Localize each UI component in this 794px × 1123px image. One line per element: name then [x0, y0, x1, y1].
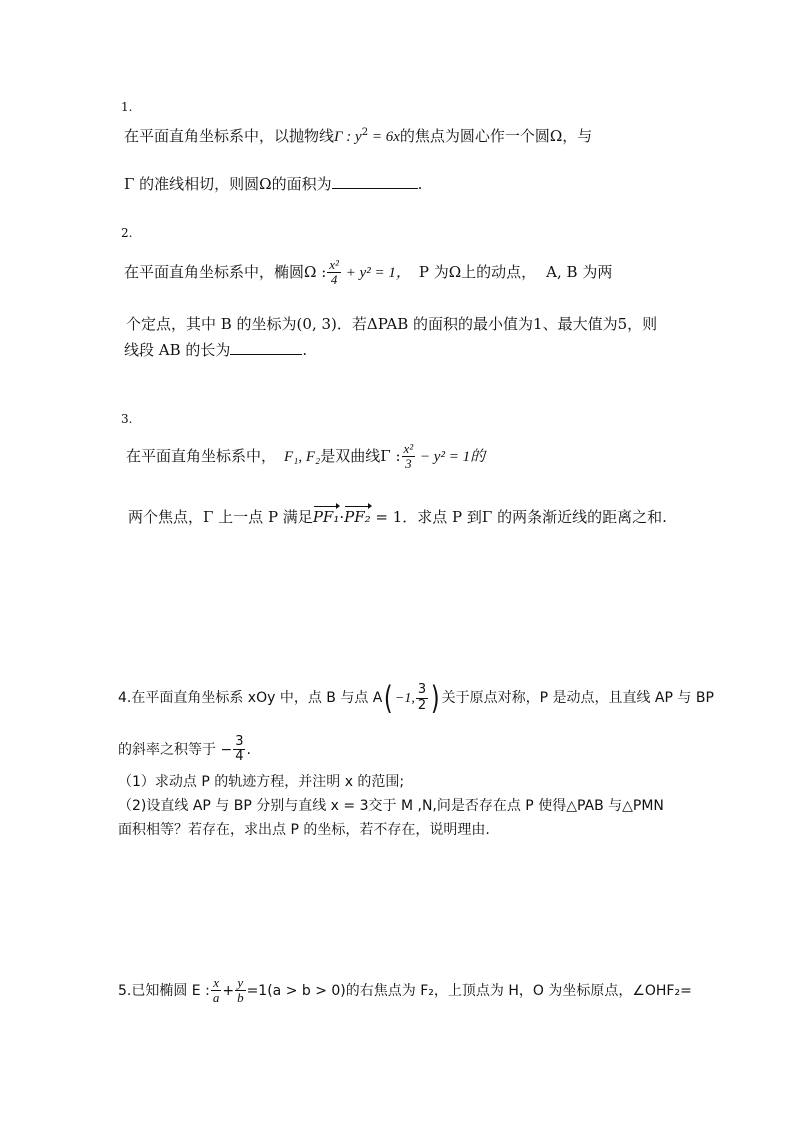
q2-line-3: [124, 340, 307, 358]
q2-period: .: [302, 341, 308, 359]
q1-line-2: [124, 174, 422, 192]
q4-line-2: [118, 735, 251, 765]
q3-frac-den: 3: [405, 456, 412, 472]
q4-paren-left: (: [384, 679, 394, 717]
q5-line-1: 5.已知椭圆 E : $\frac{x}{a}$ + $\frac{y}{b}$ =1(a > b > 0)的右焦点为 F₂，上顶点为 H，O 为坐标原点，∠OHF₂=: [118, 975, 692, 1006]
q2-fraction: [327, 258, 341, 288]
q3-math: F₁, F₂: [284, 448, 321, 465]
q5-text-a: 5.已知椭圆 E :: [118, 982, 210, 999]
q5-frac1-den: a: [212, 990, 220, 1006]
q4-frac2-den: 4: [235, 749, 244, 765]
q4-text-c: 的斜率之积等于 −: [118, 741, 233, 758]
q1-period: .: [417, 175, 423, 193]
q2-answer-blank: [230, 340, 302, 355]
q1-text-c: Γ 的准线相切，则圆Ω的面积为: [124, 175, 332, 193]
q1-text-a: 在平面直角坐标系中，以抛物线: [124, 127, 335, 145]
q4-period: .: [246, 741, 251, 758]
q5-fraction-2: [235, 976, 246, 1006]
q3-vector-pf1: PF₁: [313, 505, 340, 525]
q4-point-x: −1,: [394, 691, 415, 706]
q5-frac2-num: y: [235, 976, 246, 991]
q2-text-a: 在平面直角坐标系中，椭圆Ω :: [124, 262, 327, 281]
q2-frac-num: x²: [329, 257, 339, 272]
q4-text-b: 关于原点对称，P 是动点，且直线 AP 与 BP: [441, 690, 714, 706]
q3-vector-pf2: PF₂: [344, 505, 371, 525]
q5-text-b: =1(a > b > 0)的右焦点为 F₂，上顶点为 H，O 为坐标原点，∠OHF₂=: [246, 982, 692, 999]
q2-math: + y² = 1，: [341, 264, 411, 281]
q1-line-1: [124, 128, 592, 145]
q4-part-1: （1）求动点 P 的轨迹方程，并注明 x 的范围;: [118, 774, 405, 790]
q2-number: 2.: [121, 226, 133, 240]
q5-fraction-1: [211, 976, 222, 1006]
q3-fraction: [402, 442, 416, 472]
q2-text-d: 线段 AB 的长为: [124, 341, 231, 359]
q1-number: 1.: [121, 100, 133, 114]
q3-line-2: [128, 505, 667, 525]
q3-line-1: [126, 442, 485, 472]
q4-frac-num: 3: [417, 682, 427, 698]
q1-math-2: = 6x: [368, 129, 400, 145]
q3-text-e: = 1．求点 P 到Γ 的两条渐近线的距离之和.: [370, 508, 667, 526]
q2-line-1: [124, 258, 612, 288]
q5-frac1-num: x: [211, 976, 222, 991]
q2-frac-den: 4: [330, 272, 338, 288]
q4-frac2-num: 3: [235, 734, 244, 749]
q3-frac-num: x²: [403, 441, 414, 456]
q3-text-d: 两个焦点，Γ 上一点 P 满足: [128, 508, 313, 526]
q3-text-c: − y² = 1的: [416, 448, 486, 465]
q4-part-2-cont: 面积相等？若存在，求出点 P 的坐标，若不存在，说明理由.: [118, 822, 490, 838]
q4-fraction-2: [233, 735, 245, 765]
q3-text-b: 是双曲线Γ :: [320, 446, 401, 465]
q4-fraction: [416, 683, 428, 713]
q1-exp: 2: [361, 127, 369, 138]
q3-number: 3.: [121, 412, 133, 426]
q1-answer-blank: [332, 174, 418, 189]
q3-text-a: 在平面直角坐标系中，: [126, 446, 277, 465]
q4-text-a: 4.在平面直角坐标系 xOy 中，点 B 与点 A: [118, 690, 383, 706]
q1-math: Γ : y: [334, 129, 362, 145]
q4-frac-den: 2: [417, 697, 427, 713]
q2-text-c: A, B 为两: [546, 262, 613, 281]
q2-line-2: 个定点，其中 B 的坐标为(0, 3)．若ΔPAB 的面积的最小值为1、最大值为5，则: [126, 315, 658, 333]
q3-dot: ·: [339, 508, 345, 526]
q4-line-1: [118, 679, 714, 717]
q4-paren-right: ): [430, 679, 440, 717]
q4-part-2: （2)设直线 AP 与 BP 分别与直线 x = 3交于 M ,N,问是否存在点 P 使得△PAB 与△PMN: [118, 798, 664, 814]
q1-text-b: 的焦点为圆心作一个圆Ω，与: [399, 127, 593, 145]
q2-text-b: P 为Ω上的动点，: [418, 262, 537, 281]
q5-frac2-den: b: [237, 990, 244, 1006]
